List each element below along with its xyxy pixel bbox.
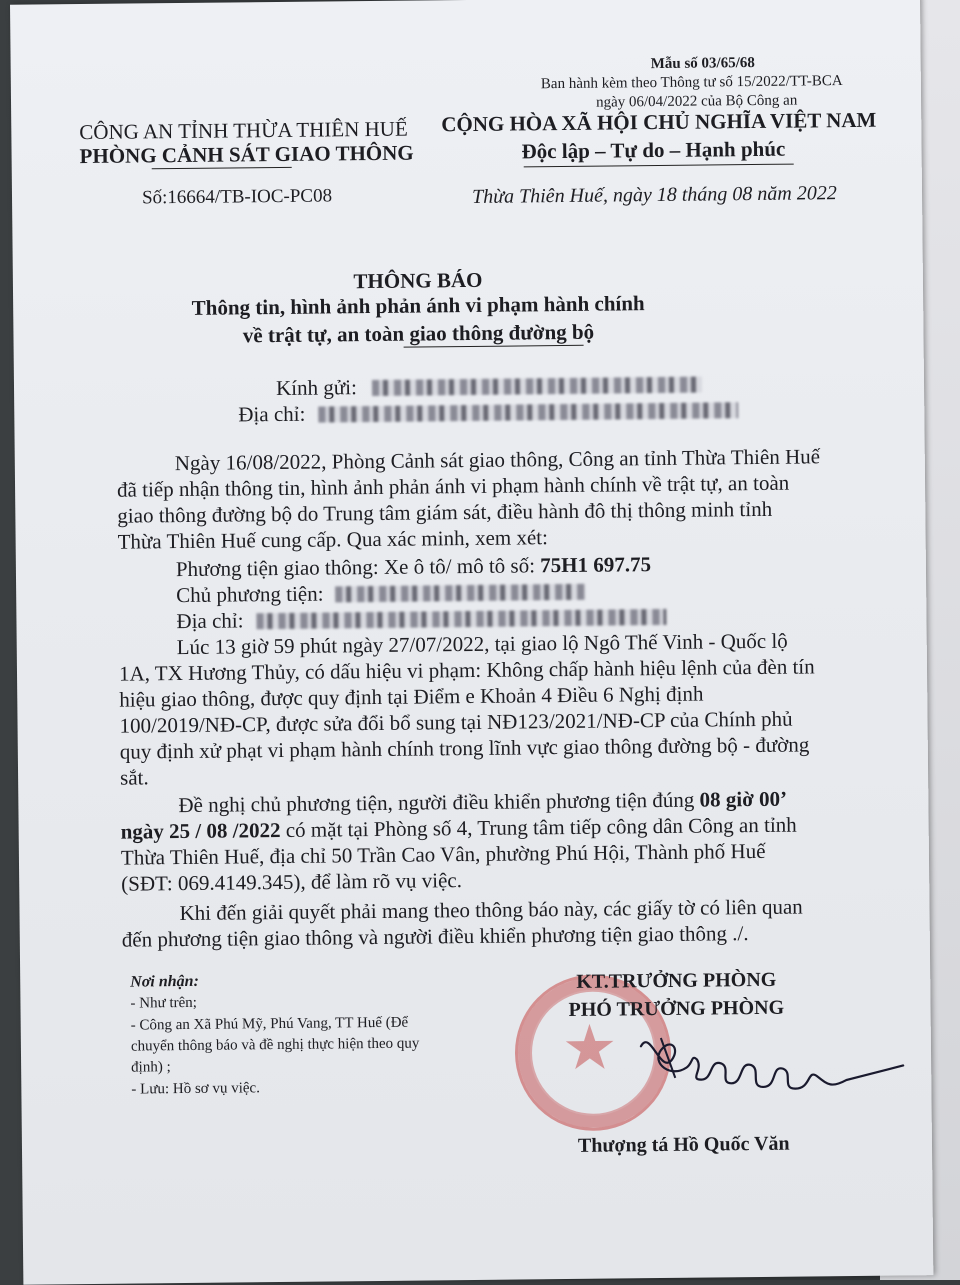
recipient-item: - Lưu: Hồ sơ vụ việc. — [131, 1080, 260, 1098]
redacted-owner — [335, 584, 585, 603]
form-number: Mẫu số 03/65/68 — [650, 54, 755, 73]
recipient-item: chuyển thông báo và đề nghị thực hiện theo quy — [130, 1035, 420, 1055]
issued-by-line-2: ngày 06/04/2022 của Bộ Công an — [595, 92, 798, 111]
issued-by-line-1: Ban hành kèm theo Thông tư số 15/2022/TT-BCA — [540, 73, 843, 93]
appointment-date: ngày 25 / 08 /2022 — [120, 817, 281, 844]
p3-line-4: (SĐT: 069.4149.345), để làm rõ vụ việc. — [121, 868, 463, 896]
p3-text: Đề nghị chủ phương tiện, người điều khiển phương tiện đúng — [178, 787, 700, 818]
document-subtitle-1: Thông tin, hình ảnh phản ánh vi phạm hành chính — [191, 291, 645, 320]
signer-position: PHÓ TRƯỞNG PHÒNG — [568, 996, 785, 1021]
vehicle-label: Phương tiện giao thông: Xe ô tô/ mô tô số: — [175, 553, 541, 582]
document-subtitle-2: về trật tự, an toàn giao thông đường bộ — [242, 319, 595, 348]
redacted-name — [372, 377, 702, 396]
recipient-item: định) ; — [131, 1059, 171, 1076]
addressee-row — [276, 372, 702, 401]
signer-name: Thượng tá Hồ Quốc Văn — [577, 1132, 790, 1157]
appointment-time: 08 giờ 00’ — [699, 786, 788, 812]
address-label: Địa chỉ: — [238, 401, 306, 427]
seal-star-icon: ★ — [561, 1014, 618, 1084]
p3-line-3: Thừa Thiên Huế, địa chỉ 50 Trần Cao Vân, phường Phú Hội, Thành phố Huế — [120, 838, 766, 870]
handwritten-signature — [631, 1015, 912, 1108]
notice-document — [10, 0, 933, 1285]
agency-department: PHÒNG CẢNH SÁT GIAO THÔNG — [79, 140, 414, 169]
redacted-address — [319, 402, 739, 422]
agency-underline — [152, 167, 292, 169]
nation-motto: Độc lập – Tự do – Hạnh phúc — [521, 136, 786, 164]
p1-line-1: Ngày 16/08/2022, Phòng Cảnh sát giao thông, Công an tỉnh Thừa Thiên Huế — [174, 444, 821, 476]
address-row — [238, 397, 739, 427]
nation-title: CỘNG HÒA XÃ HỘI CHỦ NGHĨA VIỆT NAM — [441, 107, 877, 137]
place-date: Thừa Thiên Huế, ngày 18 tháng 08 năm 2022 — [471, 182, 837, 208]
agency-name: CÔNG AN TỈNH THỪA THIÊN HUẾ — [79, 116, 408, 145]
p1-line-2: đã tiếp nhận thông tin, hình ảnh phản ánh vi phạm hành chính về trật tự, an toàn — [116, 470, 790, 502]
redacted-owner-address — [257, 609, 667, 629]
p4-line-2: đến phương tiện giao thông và người điều khiển phương tiện giao thông ./. — [121, 921, 749, 952]
p2-line-3: hiệu giao thông, được quy định tại Điểm e Khoản 4 Điều 6 Nghị định — [119, 681, 704, 712]
p1-line-4: Thừa Thiên Huế cung cấp. Qua xác minh, xem xét: — [117, 525, 549, 554]
owner-label: Chủ phương tiện: — [176, 581, 324, 608]
addressee-label: Kính gửi: — [275, 375, 357, 401]
document-number: Số:16664/TB-IOC-PC08 — [141, 185, 333, 209]
recipients-heading: Nơi nhận: — [130, 972, 199, 991]
owner-row — [176, 579, 585, 608]
document-title: THÔNG BÁO — [353, 267, 483, 294]
motto-underline — [524, 164, 794, 168]
p2-line-4: 100/2019/NĐ-CP, được sửa đổi bổ sung tại NĐ123/2021/NĐ-CP của Chính phủ — [119, 706, 793, 738]
recipient-item: - Như trên; — [130, 994, 198, 1012]
owner-address-row — [176, 604, 667, 634]
p2-line-5: quy định xử phạt vi phạm hành chính trong lĩnh vực giao thông đường bộ - đường — [119, 732, 810, 764]
recipient-item: - Công an Xã Phú Mỹ, Phú Vang, TT Huế (Để — [130, 1014, 409, 1034]
p2-line-6: sắt. — [119, 765, 149, 790]
p2-line-1: Lúc 13 giờ 59 phút ngày 27/07/2022, tại giao lộ Ngô Thế Vinh - Quốc lộ — [176, 628, 788, 660]
p3-location: có mặt tại Phòng số 4, Trung tâm tiếp công dân Công an tỉnh — [280, 812, 797, 842]
p4-line-1: Khi đến giải quyết phải mang theo thông báo này, các giấy tờ có liên quan — [179, 894, 803, 926]
vehicle-row — [176, 552, 651, 582]
p2-line-2: 1A, TX Hương Thủy, có dấu hiệu vi phạm: Không chấp hành hiệu lệnh của đèn tín — [118, 654, 815, 686]
p1-line-3: giao thông đường bộ do Trung tâm giám sát, điều hành đô thị thông minh tỉnh — [117, 496, 773, 528]
owner-address-label: Địa chỉ: — [176, 608, 244, 634]
vehicle-plate: 75H1 697.75 — [540, 552, 652, 578]
signer-title: KT.TRƯỞNG PHÒNG — [576, 968, 777, 993]
